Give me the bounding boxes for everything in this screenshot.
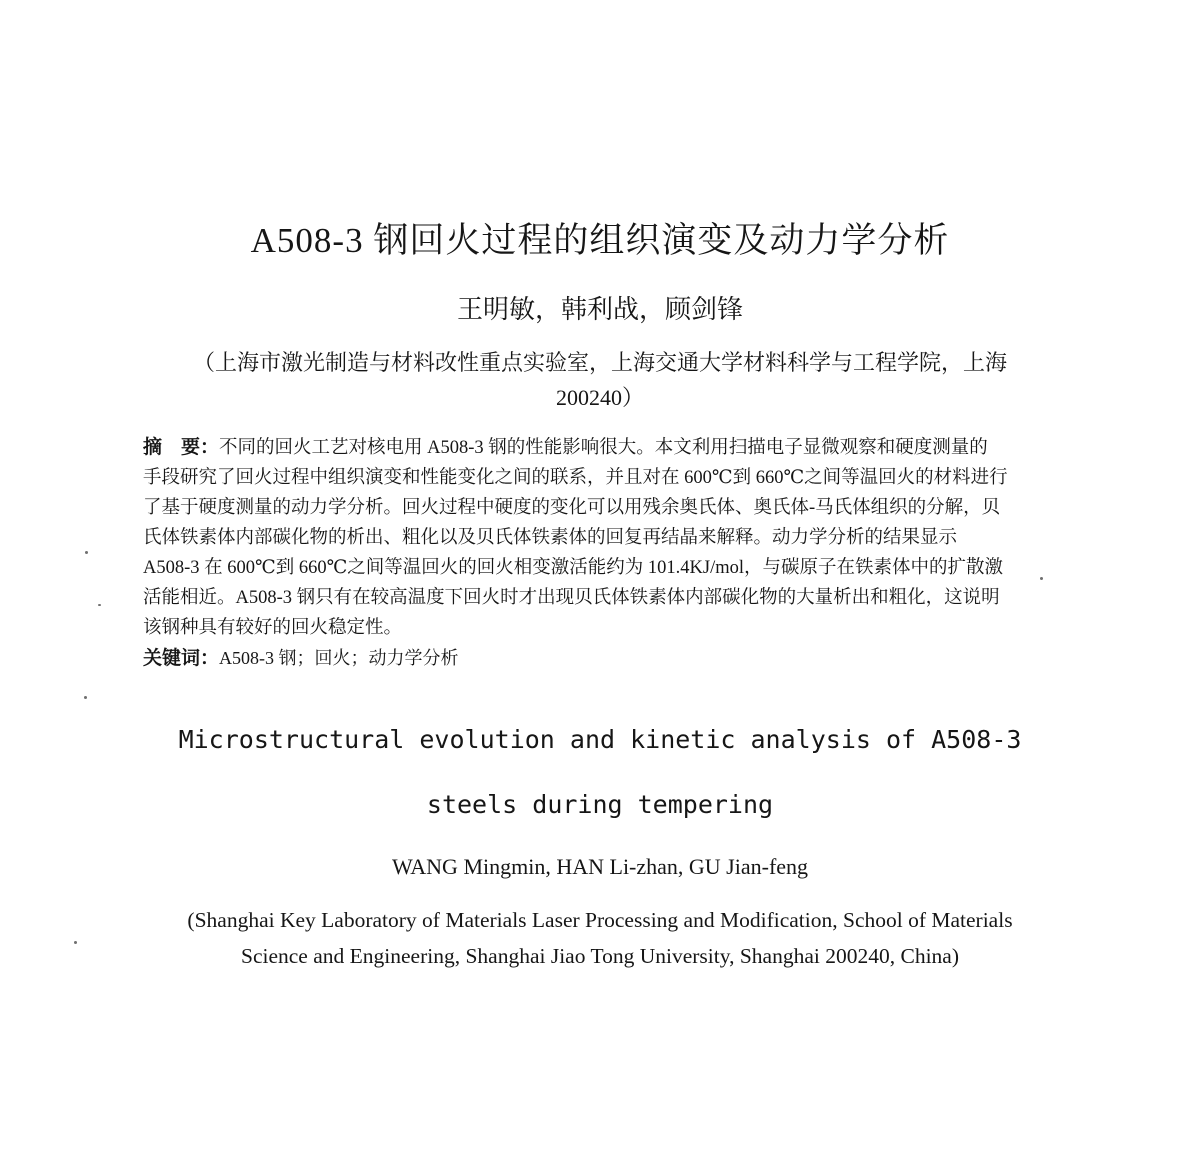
paper-title-english-line2: steels during tempering [426,790,774,819]
abstract-section [143,432,1061,643]
keywords-text: A508-3 钢；回火；动力学分析 [219,648,459,668]
scan-speck [85,551,88,554]
abstract-line: A508-3 在 600℃到 660℃之间等温回火的回火相变激活能约为 101.4KJ/mol，与碳原子在铁素体中的扩散激 [143,558,1004,578]
paper-title-english-line1: Microstructural evolution and kinetic analysis of A508-3 [178,725,1022,754]
affiliation-english-line1: (Shanghai Key Laboratory of Materials Laser Processing and Modification, School of Materials [187,908,1013,932]
abstract-text-line1: 不同的回火工艺对核电用 A508-3 钢的性能影响很大。本文利用扫描电子显微观察和硬度测量的 [219,438,988,458]
scan-speck [84,696,87,699]
abstract-line [143,432,1061,463]
scan-speck [1040,577,1043,580]
scan-speck [74,941,77,944]
keywords-section [143,643,1061,673]
affiliation-chinese-line1: （上海市激光制造与材料改性重点实验室，上海交通大学材料科学与工程学院，上海 [192,350,1007,375]
affiliation-english-line2: Science and Engineering, Shanghai Jiao Tong University, Shanghai 200240, China) [240,944,959,968]
paper-page [0,216,1200,1168]
abstract-line: 了基于硬度测量的动力学分析。回火过程中硬度的变化可以用残余奥氏体、奥氏体-马氏体组织的分解，贝 [143,498,1001,518]
paper-title-chinese: A508-3 钢回火过程的组织演变及动力学分析 [250,221,950,260]
scan-speck [98,604,101,606]
abstract-line: 活能相近。A508-3 钢只有在较高温度下回火时才出现贝氏体铁素体内部碳化物的大量析出和粗化，这说明 [143,588,1000,608]
abstract-line: 氏体铁素体内部碳化物的析出、粗化以及贝氏体铁素体的回复再结晶来解释。动力学分析的结果显示 [143,528,958,548]
abstract-label: 摘 要： [143,436,220,458]
abstract-line: 该钢种具有较好的回火稳定性。 [143,618,403,638]
keywords-label: 关键词： [143,647,220,669]
authors-chinese: 王明敏，韩利战，顾剑锋 [456,295,743,324]
affiliation-chinese-line2: 200240） [555,385,644,410]
authors-english: WANG Mingmin, HAN Li-zhan, GU Jian-feng [391,854,809,879]
abstract-line: 手段研究了回火过程中组织演变和性能变化之间的联系，并且对在 600℃到 660℃之间等温回火的材料进行 [143,468,1008,488]
